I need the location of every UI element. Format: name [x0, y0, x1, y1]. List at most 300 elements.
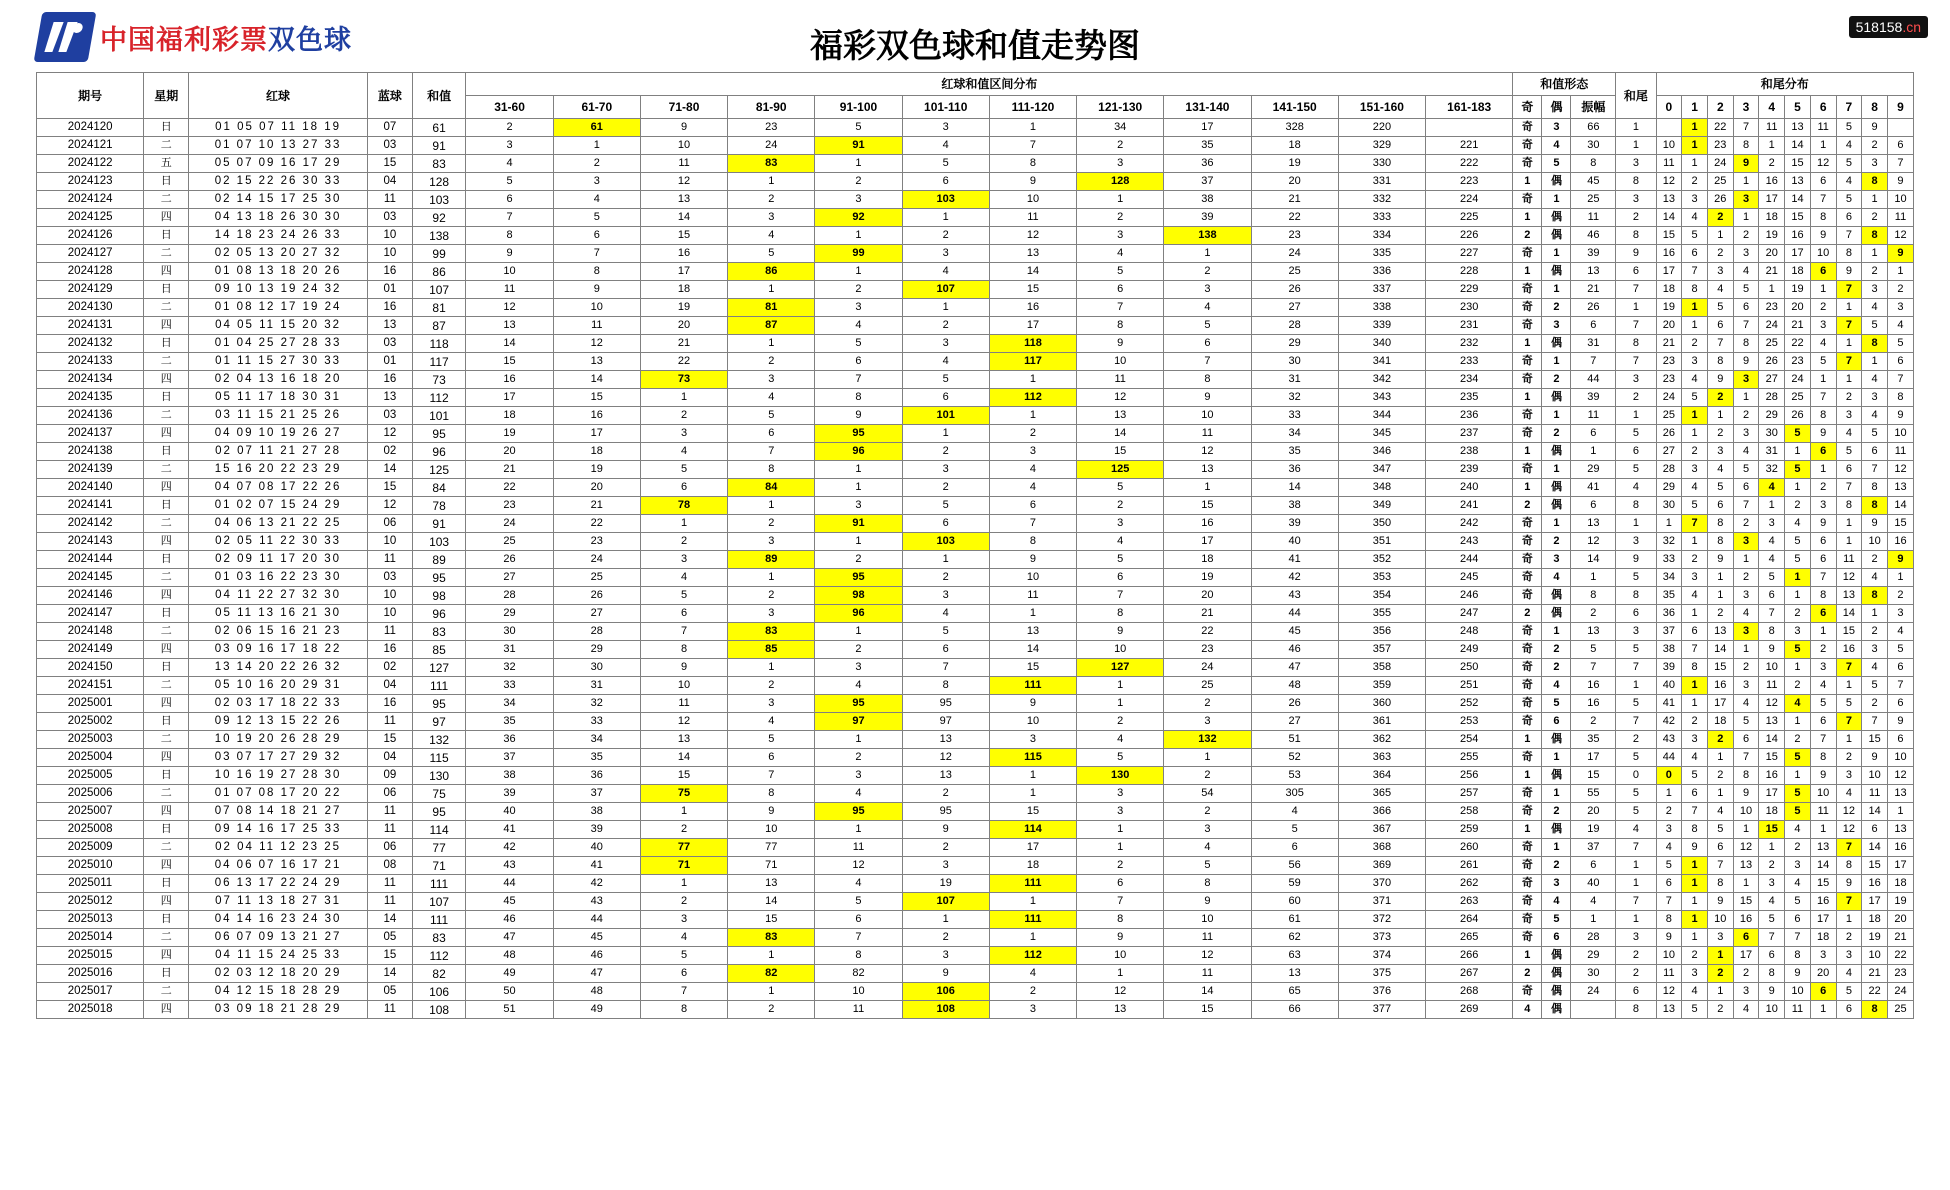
cell-tail-5: 4	[1785, 875, 1811, 893]
cell-zone-7: 10	[1077, 353, 1164, 371]
cell-issue: 2024151	[37, 677, 144, 695]
cell-zone-7: 11	[1077, 371, 1164, 389]
table-row[interactable]	[37, 389, 1914, 407]
cell-weekday: 五	[144, 155, 189, 173]
table-row[interactable]	[37, 533, 1914, 551]
table-row[interactable]	[37, 929, 1914, 947]
cell-tail-8: 2	[1862, 551, 1888, 569]
cell-tail-8: 10	[1862, 767, 1888, 785]
cell-zone-0: 48	[466, 947, 553, 965]
cell-sum: 89	[412, 551, 466, 569]
table-row[interactable]	[37, 803, 1914, 821]
cell-zone-6: 9	[989, 695, 1076, 713]
cell-zone-2: 16	[640, 245, 727, 263]
cell-tail-0: 20	[1656, 317, 1682, 335]
cell-form-even: 2	[1542, 659, 1571, 677]
cell-zone-2: 73	[640, 371, 727, 389]
cell-tail-2: 17	[1707, 695, 1733, 713]
cell-form-even: 偶	[1542, 335, 1571, 353]
cell-tail-3: 7	[1733, 317, 1759, 335]
cell-tail-5: 3	[1785, 623, 1811, 641]
cell-tail-5: 1	[1785, 659, 1811, 677]
cell-weekday: 四	[144, 587, 189, 605]
cell-zone-6: 14	[989, 263, 1076, 281]
cell-tail-5: 3	[1785, 857, 1811, 875]
cell-tail-6: 14	[1810, 857, 1836, 875]
cell-zone-10: 364	[1338, 767, 1425, 785]
table-row[interactable]	[37, 155, 1914, 173]
cell-zone-2: 3	[640, 911, 727, 929]
cell-form-amp: 66	[1571, 119, 1616, 137]
cell-tail-7: 1	[1836, 911, 1862, 929]
cell-tail-1: 1	[1682, 299, 1708, 317]
cell-zone-10: 356	[1338, 623, 1425, 641]
cell-zone-11: 260	[1426, 839, 1513, 857]
cell-zone-9: 59	[1251, 875, 1338, 893]
table-row[interactable]	[37, 965, 1914, 983]
cell-zone-1: 1	[553, 137, 640, 155]
table-row[interactable]	[37, 731, 1914, 749]
table-row[interactable]	[37, 587, 1914, 605]
cell-tail-8: 1	[1862, 353, 1888, 371]
cell-tail-3: 1	[1733, 875, 1759, 893]
cell-zone-9: 45	[1251, 623, 1338, 641]
table-row[interactable]	[37, 119, 1914, 137]
cell-blue-ball: 04	[368, 173, 413, 191]
cell-zone-7: 8	[1077, 605, 1164, 623]
col-tail-5: 5	[1785, 96, 1811, 119]
cell-sum: 83	[412, 929, 466, 947]
table-row[interactable]	[37, 695, 1914, 713]
cell-zone-2: 78	[640, 497, 727, 515]
table-row[interactable]	[37, 299, 1914, 317]
cell-tail-0: 10	[1656, 137, 1682, 155]
table-row[interactable]	[37, 767, 1914, 785]
cell-tail-3: 3	[1733, 371, 1759, 389]
cell-zone-4: 3	[815, 191, 902, 209]
table-row[interactable]	[37, 821, 1914, 839]
cell-red-balls: 01 08 13 18 20 26	[189, 263, 368, 281]
cell-red-balls: 02 09 11 17 20 30	[189, 551, 368, 569]
table-row[interactable]	[37, 443, 1914, 461]
table-row[interactable]	[37, 371, 1914, 389]
cell-zone-4: 4	[815, 317, 902, 335]
cell-zone-2: 14	[640, 749, 727, 767]
cell-tail-3: 9	[1733, 353, 1759, 371]
cell-tail-9: 7	[1887, 677, 1913, 695]
cell-zone-1: 4	[553, 191, 640, 209]
brand-logo	[38, 12, 352, 62]
table-row[interactable]	[37, 641, 1914, 659]
cell-zone-7: 14	[1077, 425, 1164, 443]
cell-form-even: 3	[1542, 875, 1571, 893]
cell-tail-8: 4	[1862, 371, 1888, 389]
cell-blue-ball: 10	[368, 227, 413, 245]
cell-zone-8: 15	[1164, 1001, 1251, 1019]
cell-tail-6: 9	[1810, 515, 1836, 533]
cell-sum: 96	[412, 443, 466, 461]
cell-zone-3: 5	[728, 731, 815, 749]
cell-tail-1: 2	[1682, 443, 1708, 461]
cell-tail-7: 3	[1836, 407, 1862, 425]
cell-zone-3: 83	[728, 929, 815, 947]
watermark-suffix: .cn	[1902, 19, 1921, 35]
cell-blue-ball: 03	[368, 335, 413, 353]
cell-red-balls: 07 11 13 18 27 31	[189, 893, 368, 911]
cell-weekday: 二	[144, 677, 189, 695]
cell-blue-ball: 13	[368, 389, 413, 407]
cell-tail-7: 1	[1836, 299, 1862, 317]
cell-zone-8: 17	[1164, 533, 1251, 551]
table-row[interactable]	[37, 677, 1914, 695]
cell-tail-9: 13	[1887, 479, 1913, 497]
cell-zone-3: 4	[728, 227, 815, 245]
cell-issue: 2024144	[37, 551, 144, 569]
cell-zone-11: 258	[1426, 803, 1513, 821]
cell-tail-3: 2	[1733, 569, 1759, 587]
cell-weekday: 日	[144, 875, 189, 893]
cell-tail-6: 7	[1810, 569, 1836, 587]
cell-tail-sum: 7	[1616, 659, 1656, 677]
cell-zone-11: 224	[1426, 191, 1513, 209]
cell-tail-4: 18	[1759, 803, 1785, 821]
cell-zone-8: 1	[1164, 245, 1251, 263]
cell-zone-8: 8	[1164, 371, 1251, 389]
cell-zone-5: 5	[902, 155, 989, 173]
table-row[interactable]	[37, 407, 1914, 425]
cell-form-even: 1	[1542, 461, 1571, 479]
cell-tail-3: 13	[1733, 857, 1759, 875]
cell-issue: 2024147	[37, 605, 144, 623]
cell-tail-6: 1	[1810, 1001, 1836, 1019]
table-row[interactable]	[37, 713, 1914, 731]
cell-tail-8: 1	[1862, 191, 1888, 209]
table-row[interactable]	[37, 317, 1914, 335]
cell-zone-7: 3	[1077, 515, 1164, 533]
cell-zone-1: 12	[553, 335, 640, 353]
cell-zone-2: 13	[640, 731, 727, 749]
cell-tail-2: 2	[1707, 245, 1733, 263]
cell-zone-3: 9	[728, 803, 815, 821]
cell-form-amp: 8	[1571, 155, 1616, 173]
cell-form-even: 3	[1542, 317, 1571, 335]
cell-form-odd: 奇	[1513, 533, 1542, 551]
cell-tail-7: 1	[1836, 515, 1862, 533]
cell-tail-0: 43	[1656, 731, 1682, 749]
cell-blue-ball: 13	[368, 317, 413, 335]
cell-weekday: 二	[144, 569, 189, 587]
cell-tail-9: 19	[1887, 893, 1913, 911]
cell-tail-1: 5	[1682, 227, 1708, 245]
cell-form-even: 2	[1542, 641, 1571, 659]
cell-tail-5: 1	[1785, 767, 1811, 785]
cell-tail-5: 2	[1785, 605, 1811, 623]
cell-tail-4: 31	[1759, 443, 1785, 461]
table-row[interactable]	[37, 461, 1914, 479]
cell-tail-6: 4	[1810, 677, 1836, 695]
cell-zone-7: 10	[1077, 947, 1164, 965]
cell-tail-8: 6	[1862, 821, 1888, 839]
table-row[interactable]	[37, 281, 1914, 299]
cell-tail-1: 1	[1682, 533, 1708, 551]
cell-tail-0: 2	[1656, 803, 1682, 821]
cell-tail-sum: 2	[1616, 947, 1656, 965]
col-form-even: 偶	[1542, 96, 1571, 119]
cell-tail-3: 2	[1733, 515, 1759, 533]
cell-tail-6: 1	[1810, 461, 1836, 479]
cell-zone-11: 261	[1426, 857, 1513, 875]
cell-zone-10: 374	[1338, 947, 1425, 965]
cell-zone-3: 24	[728, 137, 815, 155]
cell-form-even: 3	[1542, 551, 1571, 569]
cell-tail-6: 3	[1810, 317, 1836, 335]
cell-zone-7: 7	[1077, 893, 1164, 911]
cell-zone-8: 138	[1164, 227, 1251, 245]
table-row[interactable]	[37, 245, 1914, 263]
cell-tail-sum: 6	[1616, 983, 1656, 1001]
cell-zone-11: 267	[1426, 965, 1513, 983]
cell-tail-8: 16	[1862, 875, 1888, 893]
cell-zone-7: 130	[1077, 767, 1164, 785]
table-row[interactable]	[37, 875, 1914, 893]
cell-tail-6: 6	[1810, 713, 1836, 731]
cell-issue: 2024146	[37, 587, 144, 605]
cell-issue: 2024128	[37, 263, 144, 281]
cell-zone-11: 223	[1426, 173, 1513, 191]
cell-weekday: 四	[144, 479, 189, 497]
cell-tail-4: 25	[1759, 335, 1785, 353]
cell-tail-sum: 7	[1616, 893, 1656, 911]
table-row[interactable]	[37, 479, 1914, 497]
cell-zone-4: 1	[815, 155, 902, 173]
table-row[interactable]	[37, 785, 1914, 803]
table-row[interactable]	[37, 983, 1914, 1001]
table-row[interactable]	[37, 551, 1914, 569]
cell-tail-sum: 1	[1616, 119, 1656, 137]
cell-blue-ball: 06	[368, 515, 413, 533]
cell-zone-2: 6	[640, 479, 727, 497]
table-row[interactable]	[37, 425, 1914, 443]
cell-tail-4: 16	[1759, 767, 1785, 785]
cell-weekday: 二	[144, 731, 189, 749]
cell-red-balls: 02 07 11 21 27 28	[189, 443, 368, 461]
cell-tail-sum: 2	[1616, 389, 1656, 407]
cell-tail-1: 6	[1682, 785, 1708, 803]
cell-zone-11: 243	[1426, 533, 1513, 551]
cell-tail-3: 12	[1733, 839, 1759, 857]
cell-weekday: 日	[144, 713, 189, 731]
table-row[interactable]	[37, 497, 1914, 515]
cell-zone-9: 4	[1251, 803, 1338, 821]
cell-zone-1: 34	[553, 731, 640, 749]
cell-tail-7: 15	[1836, 623, 1862, 641]
table-row[interactable]	[37, 173, 1914, 191]
table-row[interactable]	[37, 515, 1914, 533]
cell-sum: 73	[412, 371, 466, 389]
cell-zone-2: 4	[640, 929, 727, 947]
cell-weekday: 四	[144, 263, 189, 281]
cell-zone-6: 12	[989, 227, 1076, 245]
cell-zone-8: 25	[1164, 677, 1251, 695]
cell-blue-ball: 03	[368, 209, 413, 227]
cell-blue-ball: 10	[368, 245, 413, 263]
cell-zone-11: 244	[1426, 551, 1513, 569]
cell-tail-8: 4	[1862, 299, 1888, 317]
cell-zone-9: 24	[1251, 245, 1338, 263]
cell-tail-8: 19	[1862, 929, 1888, 947]
table-row[interactable]	[37, 623, 1914, 641]
col-tail-8: 8	[1862, 96, 1888, 119]
cell-form-odd: 奇	[1513, 839, 1542, 857]
col-tail-0: 0	[1656, 96, 1682, 119]
col-form-odd: 奇	[1513, 96, 1542, 119]
cell-tail-3: 5	[1733, 461, 1759, 479]
table-row[interactable]	[37, 335, 1914, 353]
cell-issue: 2025015	[37, 947, 144, 965]
cell-weekday: 四	[144, 1001, 189, 1019]
cell-tail-6: 2	[1810, 641, 1836, 659]
table-row[interactable]	[37, 1001, 1914, 1019]
cell-tail-1: 4	[1682, 587, 1708, 605]
cell-zone-11: 250	[1426, 659, 1513, 677]
table-row[interactable]	[37, 749, 1914, 767]
cell-zone-1: 48	[553, 983, 640, 1001]
cell-form-amp: 39	[1571, 389, 1616, 407]
cell-tail-1: 3	[1682, 353, 1708, 371]
cell-zone-2: 4	[640, 569, 727, 587]
cell-zone-6: 1	[989, 929, 1076, 947]
cell-form-odd: 奇	[1513, 425, 1542, 443]
table-row[interactable]	[37, 857, 1914, 875]
table-row[interactable]	[37, 569, 1914, 587]
cell-form-odd: 奇	[1513, 353, 1542, 371]
cell-tail-3: 5	[1733, 713, 1759, 731]
cell-tail-5: 14	[1785, 137, 1811, 155]
cell-red-balls: 02 04 11 12 23 25	[189, 839, 368, 857]
cell-sum: 83	[412, 623, 466, 641]
cell-zone-8: 2	[1164, 803, 1251, 821]
cell-zone-0: 51	[466, 1001, 553, 1019]
cell-tail-1: 8	[1682, 821, 1708, 839]
cell-form-odd: 奇	[1513, 875, 1542, 893]
cell-zone-9: 33	[1251, 407, 1338, 425]
cell-form-amp: 12	[1571, 533, 1616, 551]
cell-tail-8: 3	[1862, 641, 1888, 659]
cell-weekday: 四	[144, 533, 189, 551]
cell-tail-1: 7	[1682, 263, 1708, 281]
cell-blue-ball: 15	[368, 731, 413, 749]
cell-sum: 107	[412, 893, 466, 911]
cell-blue-ball: 03	[368, 569, 413, 587]
cell-red-balls: 13 14 20 22 26 32	[189, 659, 368, 677]
cell-zone-1: 39	[553, 821, 640, 839]
cell-zone-3: 4	[728, 713, 815, 731]
table-row[interactable]	[37, 947, 1914, 965]
cell-tail-4: 3	[1759, 515, 1785, 533]
cell-tail-2: 5	[1707, 299, 1733, 317]
cell-form-amp: 8	[1571, 587, 1616, 605]
cell-zone-0: 9	[466, 245, 553, 263]
cell-tail-8: 2	[1862, 695, 1888, 713]
cell-sum: 117	[412, 353, 466, 371]
table-row[interactable]	[37, 605, 1914, 623]
cell-form-amp: 26	[1571, 299, 1616, 317]
cell-sum: 106	[412, 983, 466, 1001]
table-row[interactable]	[37, 191, 1914, 209]
cell-tail-9: 9	[1887, 245, 1913, 263]
cell-tail-7: 12	[1836, 803, 1862, 821]
table-row[interactable]	[37, 209, 1914, 227]
cell-form-even: 偶	[1542, 479, 1571, 497]
cell-form-even: 3	[1542, 119, 1571, 137]
cell-tail-2: 1	[1707, 983, 1733, 1001]
cell-zone-4: 8	[815, 947, 902, 965]
cell-tail-5: 21	[1785, 317, 1811, 335]
cell-weekday: 四	[144, 803, 189, 821]
table-row[interactable]	[37, 893, 1914, 911]
cell-form-amp: 35	[1571, 731, 1616, 749]
cell-zone-5: 2	[902, 929, 989, 947]
cell-zone-7: 6	[1077, 281, 1164, 299]
cell-tail-0: 19	[1656, 299, 1682, 317]
cell-red-balls: 04 11 15 24 25 33	[189, 947, 368, 965]
cell-zone-11: 236	[1426, 407, 1513, 425]
table-row[interactable]	[37, 137, 1914, 155]
cell-tail-2: 6	[1707, 839, 1733, 857]
cell-zone-3: 84	[728, 479, 815, 497]
cell-tail-9: 10	[1887, 191, 1913, 209]
cell-zone-9: 29	[1251, 335, 1338, 353]
brand-text-blue: 双色球	[268, 24, 352, 56]
cell-zone-11: 252	[1426, 695, 1513, 713]
table-row[interactable]	[37, 911, 1914, 929]
cell-weekday: 四	[144, 695, 189, 713]
table-row[interactable]	[37, 353, 1914, 371]
table-row[interactable]	[37, 263, 1914, 281]
cell-tail-2: 1	[1707, 587, 1733, 605]
cell-tail-7: 8	[1836, 245, 1862, 263]
cell-zone-7: 8	[1077, 317, 1164, 335]
cell-zone-1: 27	[553, 605, 640, 623]
cell-zone-3: 1	[728, 281, 815, 299]
cell-zone-7: 3	[1077, 155, 1164, 173]
cell-tail-sum: 8	[1616, 335, 1656, 353]
cell-zone-9: 18	[1251, 137, 1338, 155]
cell-zone-11: 263	[1426, 893, 1513, 911]
cell-zone-1: 43	[553, 893, 640, 911]
cell-form-odd: 奇	[1513, 245, 1542, 263]
cell-zone-5: 8	[902, 677, 989, 695]
cell-tail-3: 4	[1733, 443, 1759, 461]
cell-tail-9: 12	[1887, 767, 1913, 785]
table-row[interactable]	[37, 227, 1914, 245]
cell-tail-1: 4	[1682, 479, 1708, 497]
cell-zone-1: 26	[553, 587, 640, 605]
table-row[interactable]	[37, 659, 1914, 677]
cell-tail-8: 9	[1862, 515, 1888, 533]
cell-zone-4: 12	[815, 857, 902, 875]
cell-tail-sum: 7	[1616, 353, 1656, 371]
cell-zone-6: 3	[989, 443, 1076, 461]
col-blue: 蓝球	[368, 73, 413, 119]
cell-tail-5: 1	[1785, 569, 1811, 587]
cell-zone-7: 2	[1077, 497, 1164, 515]
cell-zone-7: 125	[1077, 461, 1164, 479]
cell-zone-4: 5	[815, 893, 902, 911]
table-row[interactable]	[37, 839, 1914, 857]
cell-sum: 114	[412, 821, 466, 839]
cell-form-even: 偶	[1542, 497, 1571, 515]
